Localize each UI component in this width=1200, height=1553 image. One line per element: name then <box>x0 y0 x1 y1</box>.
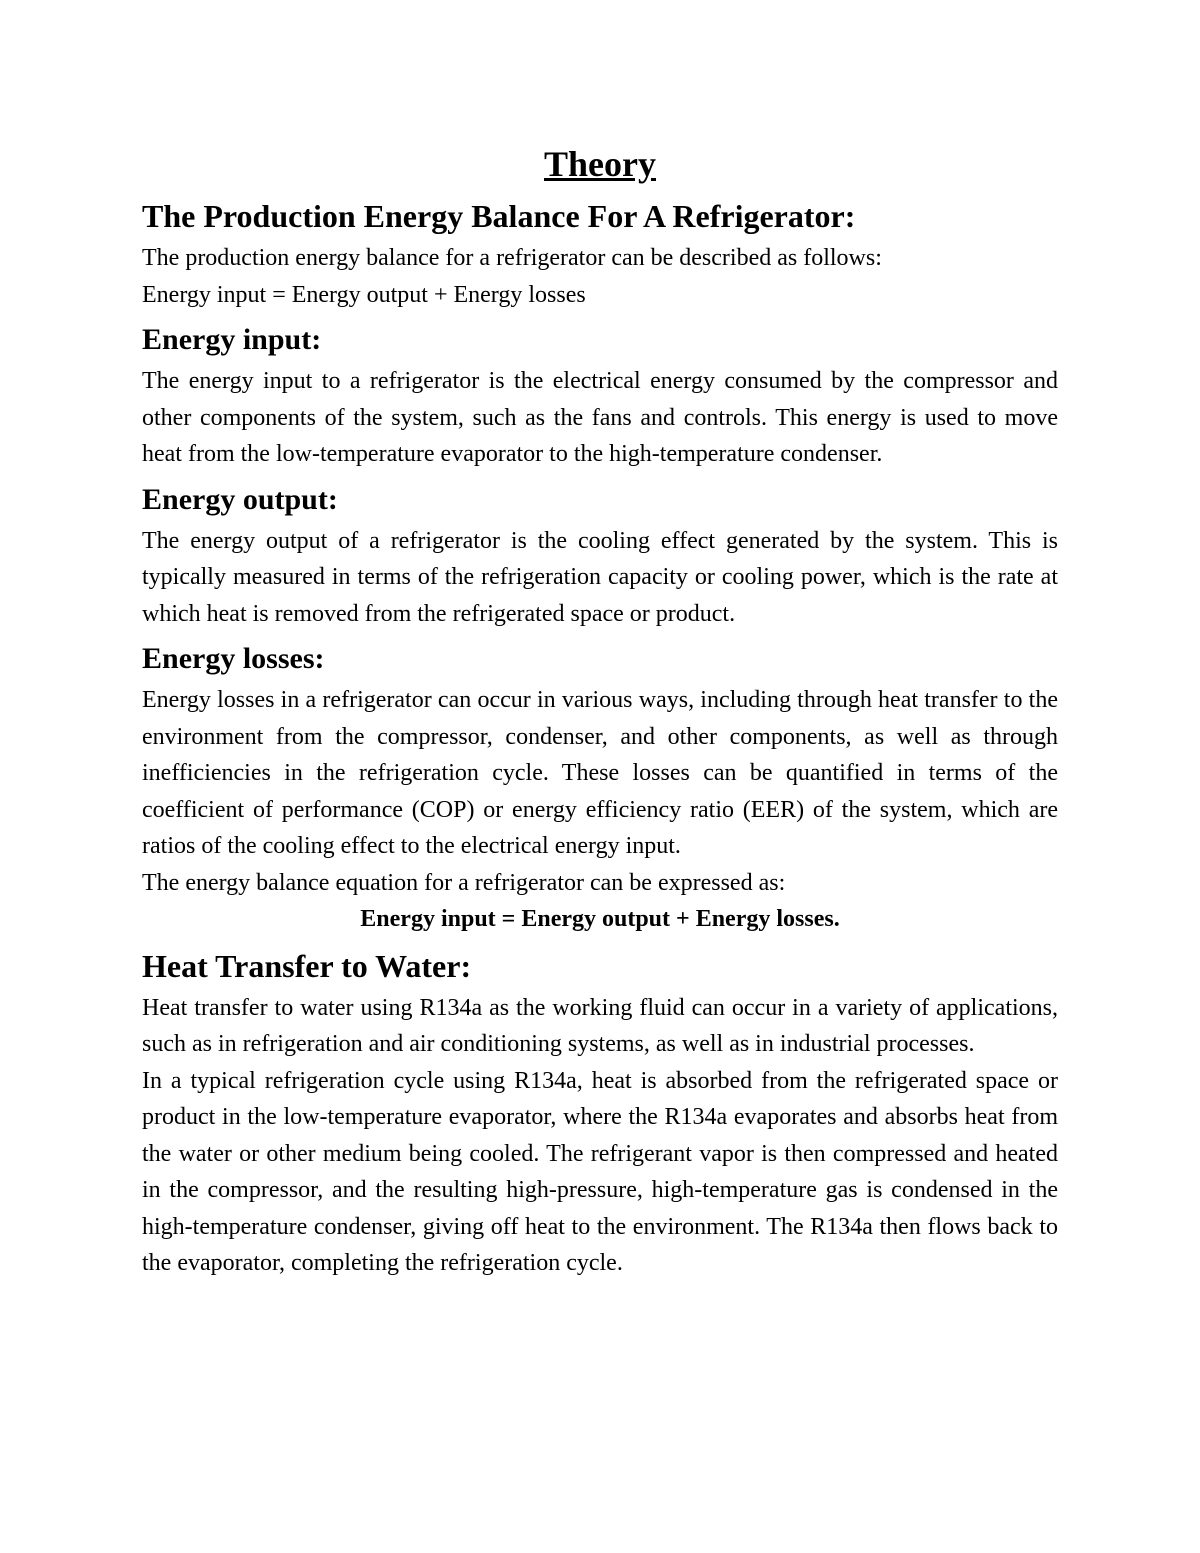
section1-equation-line: Energy input = Energy output + Energy losses <box>142 281 586 308</box>
section-heading-energy-output: Energy output: <box>142 482 338 516</box>
section1-intro-line: The production energy balance for a refrigerator can be described as follows: <box>142 245 882 271</box>
section-heading-heat-transfer: Heat Transfer to Water: <box>142 947 472 984</box>
section-heading-energy-losses: Energy losses: <box>142 642 325 675</box>
section-heading-energy-input: Energy input: <box>142 323 322 356</box>
document-page <box>142 140 1058 1282</box>
energy-output-paragraph: The energy output of a refrigerator is the cooling effect generated by the system. This is typically measured in terms of the refrigeration capacity or cooling power, which is the rate at which heat is removed from the refrigerated space or product. <box>142 527 1058 627</box>
energy-input-paragraph: The energy input to a refrigerator is the electrical energy consumed by the compressor and other components of the system, such as the fans and controls. This energy is used to move heat from the low-temperature evaporator to the high-temperature condenser. <box>142 368 1058 467</box>
section-heading-production-energy-balance: The Production Energy Balance For A Refrigerator: <box>142 198 856 234</box>
heat-transfer-paragraph-2: In a typical refrigeration cycle using R134a, heat is absorbed from the refrigerated space or product in the low-temperature evaporator, where the R134a evaporates and absorbs heat from the water or other medium being cooled. The refrigerant vapor is then compressed and heated in the compressor, and the resulting high-pressure, high-temperature gas is condensed in the high-temperature condenser, giving off heat to the environment. The R134a then flows back to the evaporator, completing the refrigeration cycle. <box>142 1067 1058 1276</box>
page-title: Theory <box>544 144 656 184</box>
energy-balance-equation: Energy input = Energy output + Energy losses. <box>360 906 840 932</box>
energy-balance-intro: The energy balance equation for a refrigerator can be expressed as: <box>142 869 786 896</box>
heat-transfer-paragraph-1: Heat transfer to water using R134a as the working fluid can occur in a variety of applications, such as in refrigeration and air conditioning systems, as well as in industrial processes. <box>142 994 1058 1057</box>
energy-losses-paragraph: Energy losses in a refrigerator can occur in various ways, including through heat transfer to the environment from the compressor, condenser, and other components, as well as through inefficiencies in the refrigeration cycle. These losses can be quantified in terms of the coefficient of performance (COP) or energy efficiency ratio (EER) of the system, which are ratios of the cooling effect to the electrical energy input. <box>142 687 1058 859</box>
